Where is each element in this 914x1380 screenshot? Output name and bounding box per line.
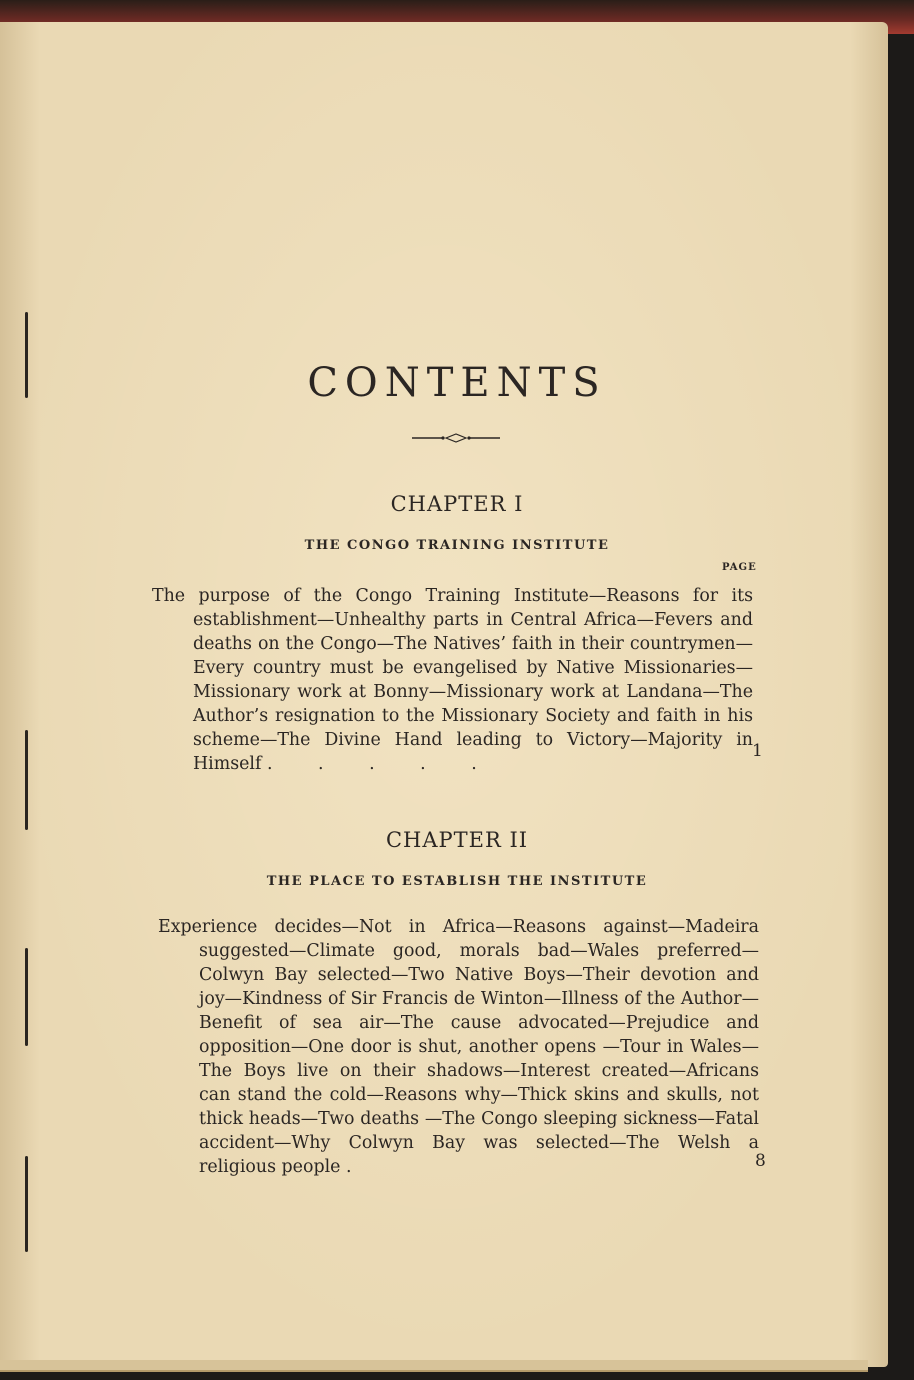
dot-leaders: . . . . .	[266, 754, 497, 774]
binding-stitch	[25, 1156, 28, 1252]
dot-leaders: .	[345, 1157, 372, 1177]
chapter-page-number: 8	[755, 1151, 766, 1171]
binding-stitch	[25, 948, 28, 1046]
contents-title: CONTENTS	[307, 360, 607, 406]
chapter-subtitle: THE CONGO TRAINING INSTITUTE	[304, 538, 610, 553]
page-column-label: PAGE	[722, 562, 757, 573]
chapter-subtitle: THE PLACE TO ESTABLISH THE INSTITUTE	[266, 874, 648, 889]
chapter-summary-text: Experience decides—Not in Africa—Reasons against—Madeira suggested—Climate good, morals bad—Wales preferred—Colwyn Bay selected—Two Native Boys—Their devotion and joy—Kindness of Sir Francis de Winton—Illness of the Author—Benefit of sea air—The cause advocated—Prejudice and opposition—One door is shut, another opens —Tour in Wales—The Boys live on their shadows—Interest created—Africans can stand the cold—Reasons why—Thick skins and skulls, not thick heads—Two deaths —The Congo sleeping sickness—Fatal accident—Why Colwyn Bay was selected—The Welsh a religious people	[158, 917, 759, 1177]
page-stack-edge	[0, 1360, 868, 1372]
chapter-heading: CHAPTER II	[385, 828, 529, 852]
chapter-summary-text: The purpose of the Congo Training Institute—Reasons for its establishment—Unhealthy parts in Central Africa—Fevers and deaths on the Congo—The Natives’ faith in their countrymen—Every country must be evangelised by Native Missionaries—Missionary work at Bonny—Missionary work at Landana—The Author’s resignation to the Missionary Society and faith in his scheme—The Divine Hand leading to Victory—Majority in Himself	[152, 586, 753, 774]
chapter-heading: CHAPTER I	[390, 492, 524, 516]
chapter-page-number: 1	[752, 741, 763, 761]
chapter-summary	[158, 915, 759, 1179]
ornament-divider-icon	[412, 433, 500, 443]
chapter-summary	[152, 584, 753, 776]
binding-stitch	[25, 730, 28, 830]
